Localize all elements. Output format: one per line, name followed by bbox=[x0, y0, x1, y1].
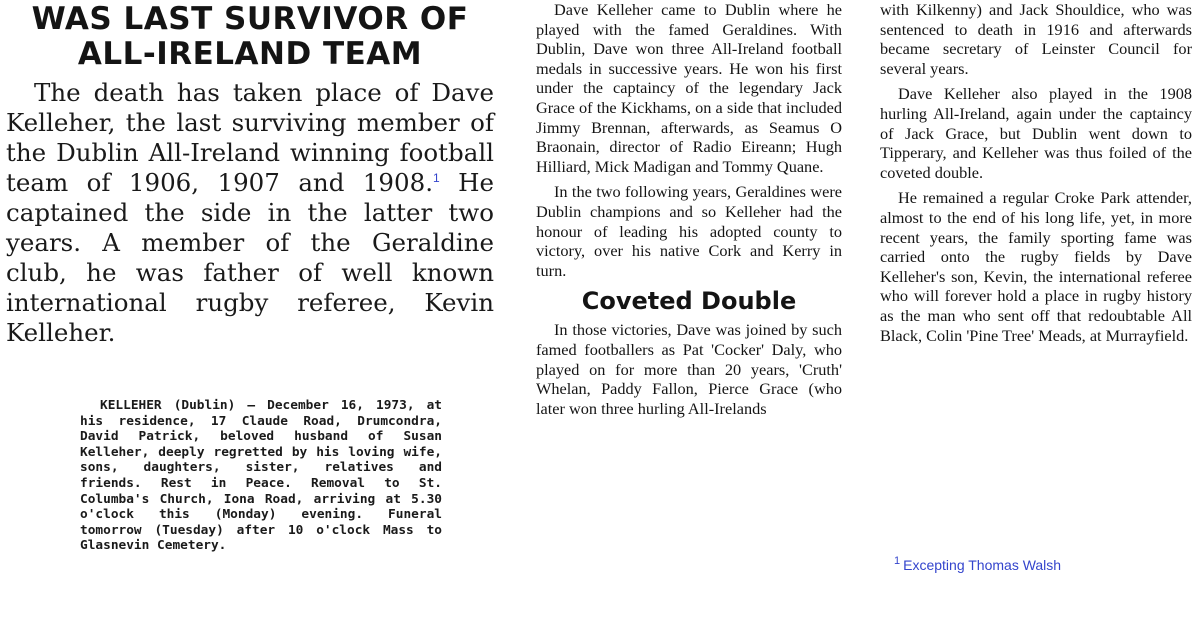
article-paragraph: with Kilkenny) and Jack Shouldice, who was sentenced to death in 1916 and afterwards became secretary of Leinster Council for several years. bbox=[880, 0, 1192, 78]
death-notice: KELLEHER (Dublin) — December 16, 1973, at his residence, 17 Claude Road, Drumcondra, David Patrick, beloved husband of Susan Kelleher, deeply regretted by his loving wife, sons, daughters, sister, relatives and friends. Rest in Peace. Removal to St. Columba's Church, Iona Road, arriving at 5.30 o'clock this (Monday) evening. Funeral tomorrow (Tuesday) after 10 o'clock Mass to Glasnevin Cemetery. bbox=[80, 398, 442, 554]
article-paragraph: In those victories, Dave was joined by such famed footballers as Pat 'Cocker' Daly, who played on for more than 20 years, 'Cruth' Whelan, Paddy Fallon, Pierce Grace (who later won three hurling All-Irelands bbox=[536, 320, 842, 418]
footnote-text: Excepting Thomas Walsh bbox=[903, 557, 1062, 573]
article-paragraph: Dave Kelleher came to Dublin where he played with the famed Geraldines. With Dublin, Dave won three All-Ireland football medals in successive years. He won his first under the captaincy of the legendary Jack Grace of the Kickhams, on a side that included Jimmy Brennan, afterwards, as Seamus O Braonain, director of Radio Eireann; Hugh Hilliard, Mick Madigan and Tommy Quane. bbox=[536, 0, 842, 176]
lead-paragraph bbox=[6, 78, 494, 348]
headline-line-2: ALL-IRELAND TEAM bbox=[77, 36, 423, 72]
article-column-3 bbox=[880, 0, 1192, 351]
article-paragraph: In the two following years, Geraldines were Dublin champions and so Kelleher had the honour of leading his adopted county to victory, over his native Cork and Kerry in turn. bbox=[536, 182, 842, 280]
subheading: Coveted Double bbox=[581, 287, 797, 316]
headline-column bbox=[6, 0, 494, 348]
lead-text-after-ref: He captained the side in the latter two years. A member of the Geraldine club, he was father of well known international rugby referee, Kevin Kelleher. bbox=[6, 168, 494, 347]
article-column-2 bbox=[536, 0, 842, 424]
article-paragraph: Dave Kelleher also played in the 1908 hurling All-Ireland, again under the captaincy of Jack Grace, but Dublin went down to Tipperary, and Kelleher was thus foiled of the coveted double. bbox=[880, 84, 1192, 182]
headline bbox=[6, 2, 494, 72]
lead-text-before-ref: The death has taken place of Dave Kelleher, the last surviving member of the Dublin All-Ireland winning football team of 1906, 1907 and 1908. bbox=[6, 78, 494, 197]
headline-line-1: WAS LAST SURVIVOR OF bbox=[31, 1, 469, 37]
footnote bbox=[894, 557, 1061, 573]
footnote-number: 1 bbox=[894, 555, 901, 568]
footnote-reference[interactable]: 1 bbox=[432, 170, 440, 185]
article-paragraph: He remained a regular Croke Park attender, almost to the end of his long life, yet, in more recent years, the family sporting fame was carried onto the rugby fields by Dave Kelleher's son, Kevin, the international referee who will forever hold a place in rugby history as the man who sent off that redoubtable All Black, Colin 'Pine Tree' Meads, at Murrayfield. bbox=[880, 188, 1192, 345]
